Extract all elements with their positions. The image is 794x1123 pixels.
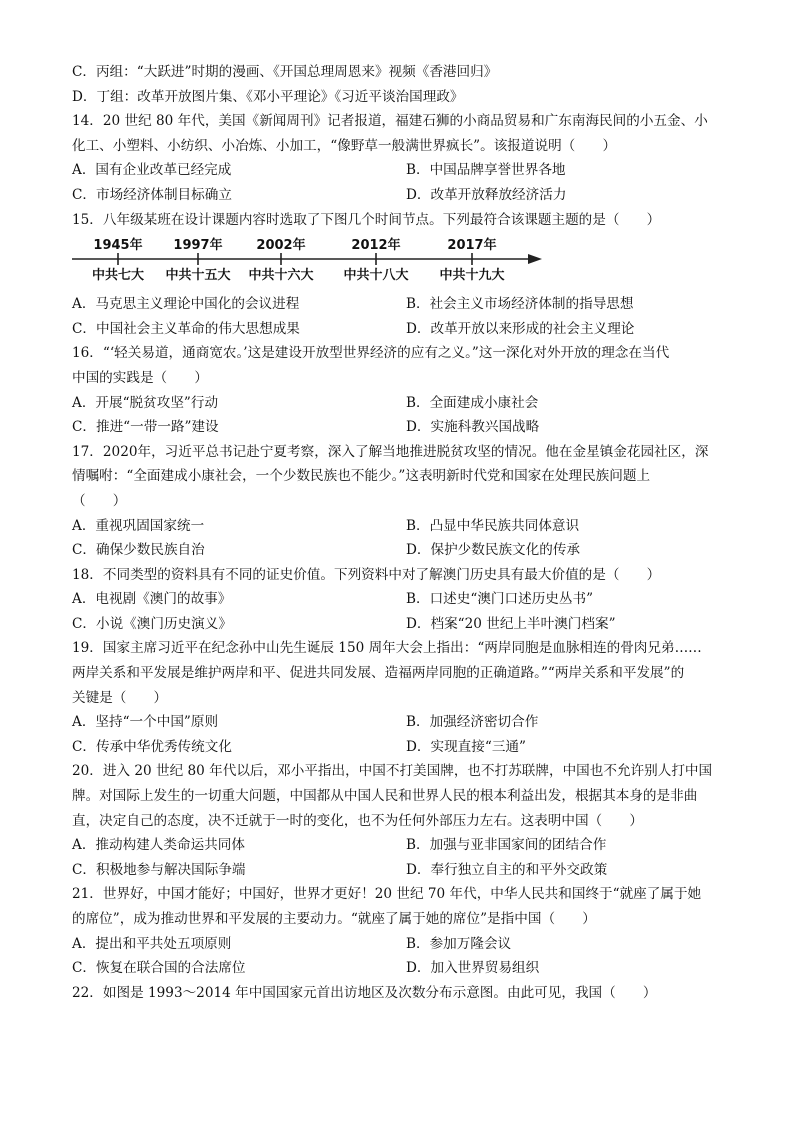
option-c[interactable]: C．中国社会主义革命的伟大思想成果	[72, 320, 300, 337]
question-22-stem-1: 22．如图是 1993～2014 年中国国家元首出访地区及次数分布示意图。由此可见，我国（ ）	[72, 984, 657, 1001]
question-19	[72, 636, 722, 759]
option-b[interactable]: B．参加万隆会议	[406, 935, 512, 952]
question-18-stem-1: 18．不同类型的资料具有不同的证史价值。下列资料中对了解澳门历史具有最大价值的是（ ）	[72, 566, 661, 583]
question-17-options-row-1	[72, 514, 722, 539]
option-b[interactable]: B．凸显中华民族共同体意识	[406, 517, 580, 534]
question-16-options-row-1	[72, 391, 722, 416]
option-c[interactable]: C．市场经济体制目标确立	[72, 186, 232, 203]
option-b[interactable]: B．口述史“澳门口述历史丛书”	[406, 591, 594, 608]
option-d[interactable]: D．实施科教兴国战略	[406, 419, 540, 436]
question-14	[72, 109, 722, 207]
timeline-year-2012: 2012年	[351, 238, 401, 254]
option-d[interactable]: D．加入世界贸易组织	[406, 960, 540, 977]
question-17-stem-2: 情嘱咐：“全面建成小康社会，一个少数民族也不能少。”这表明新时代党和国家在处理民族问题上	[72, 468, 651, 485]
question-16-stem-1: 16．“‘轻关易道，通商宽农。’这是建设开放型世界经济的应有之义。”这一深化对外开放的理念在当代	[72, 345, 670, 362]
question-15-options-row-2	[72, 317, 722, 342]
option-c[interactable]: C．小说《澳门历史演义》	[72, 615, 232, 632]
question-19-options-row-1	[72, 710, 722, 735]
option-b[interactable]: B．全面建成小康社会	[406, 394, 539, 411]
timeline-event-7th: 中共七大	[91, 268, 145, 284]
option-c[interactable]: C．确保少数民族自治	[72, 542, 205, 559]
question-20-options-row-1	[72, 833, 722, 858]
question-16	[72, 341, 722, 439]
question-17-options-row-2	[72, 538, 722, 563]
question-15	[72, 208, 722, 342]
question-21	[72, 882, 722, 980]
timeline-event-18th: 中共十八大	[343, 268, 409, 284]
question-21-options-row-1	[72, 932, 722, 957]
question-18-options-row-1	[72, 587, 722, 612]
timeline-year-1945: 1945年	[93, 238, 143, 254]
question-17-stem-1: 17．2020年，习近平总书记赴宁夏考察，深入了解当地推进脱贫攻坚的情况。他在金星镇金花园社区，深	[72, 443, 709, 460]
exam-page	[72, 60, 722, 1005]
option-d[interactable]: D．实现直接“三通”	[406, 738, 526, 755]
question-14-stem-2: 化工、小塑料、小纺织、小冶炼、小加工，“像野草一般满世界疯长”。该报道说明（ ）	[72, 137, 617, 154]
question-14-stem-1: 14．20 世纪 80 年代，美国《新闻周刊》记者报道，福建石狮的小商品贸易和广东南海民间的小五金、小	[72, 113, 708, 130]
option-a[interactable]: A．提出和平共处五项原则	[72, 935, 232, 952]
question-16-options-row-2	[72, 415, 722, 440]
question-19-options-row-2	[72, 735, 722, 760]
question-21-options-row-2	[72, 956, 722, 981]
timeline-year-2017: 2017年	[447, 238, 497, 254]
option-d[interactable]: D．改革开放释放经济活力	[406, 186, 567, 203]
question-14-options-row-1	[72, 158, 722, 183]
option-b[interactable]: B．中国品牌享誉世界各地	[406, 162, 566, 179]
timeline-event-16th: 中共十六大	[248, 268, 314, 284]
option-c[interactable]: C．传承中华优秀传统文化	[72, 738, 232, 755]
option-b[interactable]: B．加强经济密切合作	[406, 714, 539, 731]
option-d[interactable]: D．奉行独立自主的和平外交政策	[406, 861, 608, 878]
option-c[interactable]: C．积极地参与解决国际争端	[72, 861, 246, 878]
option-a[interactable]: A．电视剧《澳门的故事》	[72, 591, 232, 608]
question-20-stem-2: 牌。对国际上发生的一切重大问题，中国都从中国人民和世界人民的根本利益出发，根据其本身的是非曲	[72, 788, 698, 805]
question-18	[72, 563, 722, 637]
question-21-stem-2: 的席位”，成为推动世界和平发展的主要动力。“就座了属于她的席位”是指中国（ ）	[72, 911, 596, 927]
question-16-stem-2: 中国的实践是（ ）	[72, 369, 208, 386]
question-17	[72, 440, 722, 563]
timeline-year-1997: 1997年	[173, 238, 223, 254]
question-20-options-row-2	[72, 858, 722, 883]
question-19-stem-2: 两岸关系和平发展是维护两岸和平、促进共同发展、造福两岸同胞的正确道路。”“两岸关系和平发展”的	[72, 665, 685, 682]
question-19-stem-3: 关键是（ ）	[72, 689, 168, 706]
question-15-stem: 15．八年级某班在设计课题内容时选取了下图几个时间节点。下列最符合该课题主题的是（ ）	[72, 211, 661, 228]
question-20-stem-1: 20．进入 20 世纪 80 年代以后，邓小平指出，中国不打美国牌，也不打苏联牌，中国也不允许别人打中国	[72, 763, 713, 780]
option-b[interactable]: B．加强与亚非国家间的团结合作	[406, 837, 607, 854]
option-c[interactable]: C．推进“一带一路”建设	[72, 419, 219, 436]
option-b[interactable]: B．社会主义市场经济体制的指导思想	[406, 296, 634, 313]
option-d-prev: D．丁组：改革开放图片集、《邓小平理论》《习近平谈治国理政》	[72, 88, 464, 105]
option-d[interactable]: D．保护少数民族文化的传承	[406, 542, 581, 559]
option-d[interactable]: D．档案“20 世纪上半叶澳门档案”	[406, 615, 616, 632]
option-a[interactable]: A．马克思主义理论中国化的会议进程	[72, 296, 300, 313]
option-d[interactable]: D．改革开放以来形成的社会主义理论	[406, 320, 635, 337]
question-20	[72, 759, 722, 882]
option-a[interactable]: A．坚持“一个中国”原则	[72, 714, 219, 731]
question-15-options-row-1	[72, 292, 722, 317]
question-22	[72, 981, 722, 1006]
timeline-event-19th: 中共十九大	[439, 268, 505, 284]
option-a[interactable]: A．开展“脱贫攻坚”行动	[72, 394, 219, 411]
option-a[interactable]: A．重视巩固国家统一	[72, 517, 205, 534]
question-18-options-row-2	[72, 612, 722, 637]
question-14-options-row-2	[72, 183, 722, 208]
option-c-prev: C．丙组：“大跃进”时期的漫画、《开国总理周恩来》视频《香港回归》	[72, 64, 498, 80]
timeline-figure	[72, 234, 722, 290]
question-19-stem-1: 19．国家主席习近平在纪念孙中山先生诞辰 150 周年大会上指出：“两岸同胞是血脉相连的骨肉兄弟……	[72, 640, 702, 657]
timeline-year-2002: 2002年	[256, 238, 306, 254]
question-21-stem-1: 21．世界好，中国才能好；中国好，世界才更好！20 世纪 70 年代，中华人民共和国终于“就座了属于她	[72, 886, 702, 903]
timeline-arrowhead	[528, 254, 542, 264]
question-20-stem-3: 直，决定自己的态度，决不迁就于一时的变化，也不为任何外部压力左右。这表明中国（ ）	[72, 812, 643, 829]
option-c[interactable]: C．恢复在联合国的合法席位	[72, 960, 246, 977]
timeline-event-15th: 中共十五大	[165, 268, 231, 284]
option-a[interactable]: A．国有企业改革已经完成	[72, 162, 232, 179]
option-a[interactable]: A．推动构建人类命运共同体	[72, 837, 245, 854]
prev-question-tail	[72, 60, 722, 109]
question-17-stem-3: （ ）	[72, 492, 127, 509]
